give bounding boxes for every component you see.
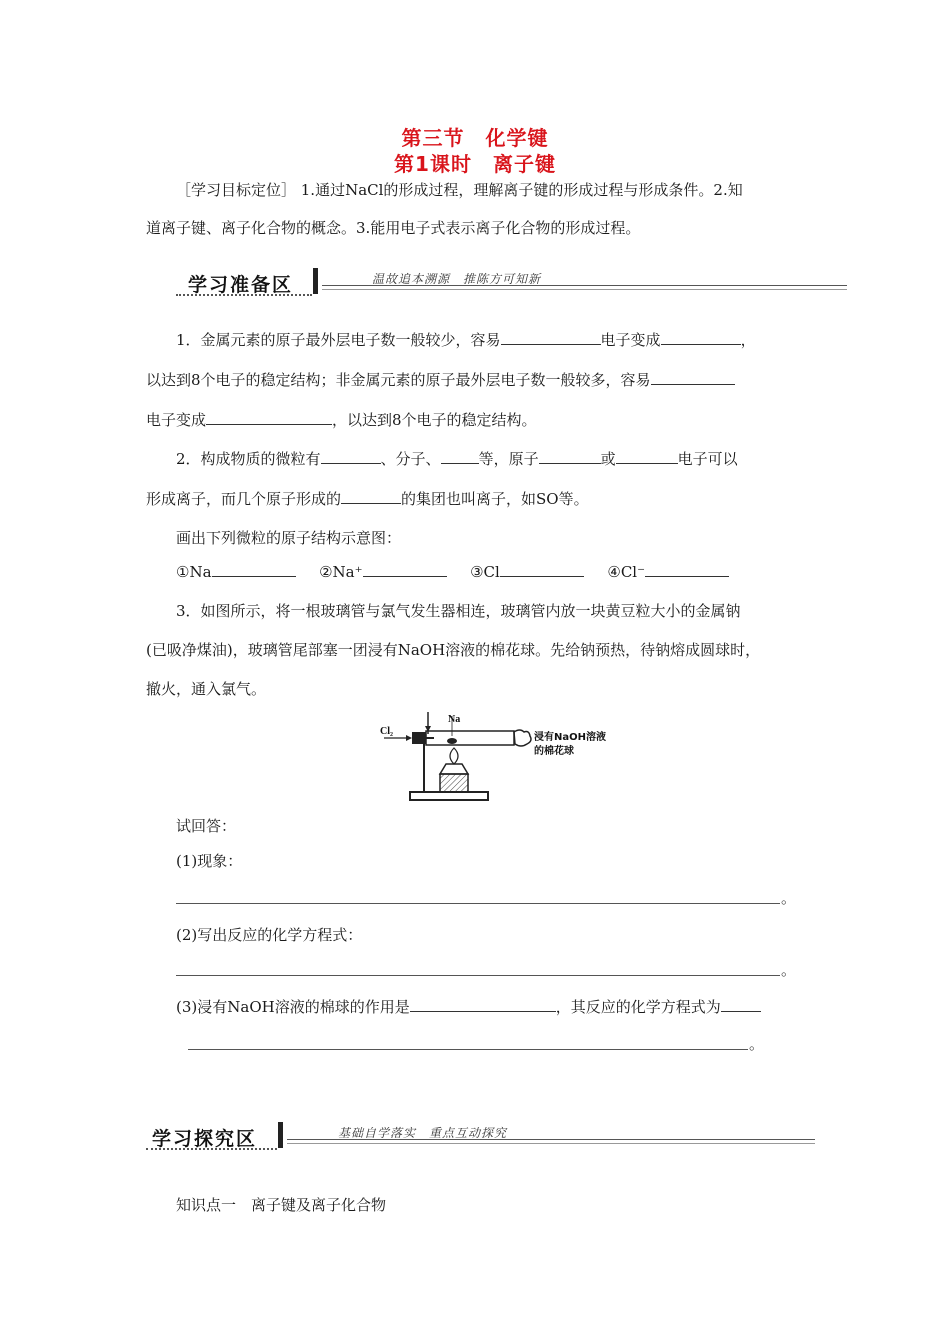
q2-line-1 <box>176 449 738 469</box>
stopper <box>412 732 426 744</box>
section-subtitle: 温故追本溯源 推陈方可知新 <box>372 272 542 286</box>
q1-line-2 <box>146 370 735 390</box>
q2-items-row <box>176 562 729 582</box>
q1-text-b: 电子变成 <box>600 331 661 349</box>
q3-answer-line-1[interactable] <box>176 903 780 904</box>
label-cotton-2: 的棉花球 <box>534 746 574 757</box>
q3-sub1: (1)现象： <box>176 852 243 870</box>
q1-blank-4[interactable] <box>206 410 332 425</box>
q2-blank-4[interactable] <box>616 449 678 464</box>
q3-end-mark-1: 。 <box>781 889 797 907</box>
q2-item-na: ①Na <box>176 563 212 581</box>
q3-line-3: 撤火，通入氯气。 <box>146 680 267 698</box>
flame <box>450 748 458 764</box>
q3-line-2: (已吸净煤油)，玻璃管尾部塞一团浸有NaOH溶液的棉花球。先给钠预热，待钠熔成圆球时， <box>146 641 761 659</box>
section-rule-2 <box>322 289 847 290</box>
q3-answer-prompt: 试回答： <box>176 817 237 835</box>
section-divider-bar <box>313 268 318 294</box>
q1-blank-3[interactable] <box>651 370 735 385</box>
q3-line-1: 3．如图所示，将一根玻璃管与氯气发生器相连，玻璃管内放一块黄豆粒大小的金属钠 <box>176 602 741 620</box>
q1-text-e: 电子变成 <box>146 411 207 429</box>
q3-answer-line-3[interactable] <box>188 1049 748 1050</box>
cotton-ball <box>514 730 531 746</box>
stand-base <box>410 792 488 800</box>
q1-line-3 <box>146 410 537 430</box>
q2-item-na-ion: ②Na⁺ <box>319 563 363 581</box>
label-cotton-1: 浸有NaOH溶液 <box>534 732 606 743</box>
label-cl2: Cl₂ <box>380 726 393 737</box>
q2-draw-instruction: 画出下列微粒的原子结构示意图： <box>176 529 402 547</box>
q3-sub3-text-b: ，其反应的化学方程式为 <box>555 998 721 1016</box>
q1-text-d: 以达到8个电子的稳定结构；非金属元素的原子最外层电子数一般较多，容易 <box>146 371 651 389</box>
q3-sub3 <box>176 997 761 1017</box>
section-underline-dots <box>176 294 312 296</box>
section-label: 学习探究区 <box>152 1128 258 1150</box>
q1-blank-2[interactable] <box>661 330 741 345</box>
sodium-piece <box>447 738 457 744</box>
q2-blank-na-ion[interactable] <box>363 562 447 577</box>
q2-blank-1[interactable] <box>321 449 381 464</box>
q2-blank-3[interactable] <box>539 449 601 464</box>
q3-sub2: (2)写出反应的化学方程式： <box>176 926 363 944</box>
apparatus-figure <box>376 712 616 808</box>
q1-blank-1[interactable] <box>501 330 601 345</box>
q2-blank-2[interactable] <box>441 449 479 464</box>
q3-answer-line-2[interactable] <box>176 975 780 976</box>
q2-blank-cl[interactable] <box>500 562 584 577</box>
q2-blank-5[interactable] <box>341 489 401 504</box>
q2-item-cl: ③Cl <box>470 563 500 581</box>
q2-text-a: 2．构成物质的微粒有 <box>176 450 321 468</box>
burner-top <box>440 764 468 774</box>
q2-text-c: 等，原子 <box>478 450 539 468</box>
knowledge-point-1: 知识点一 离子键及离子化合物 <box>176 1196 387 1214</box>
section-rule-2 <box>287 1143 815 1144</box>
q3-end-mark-2: 。 <box>781 961 797 979</box>
burner-body <box>440 774 468 792</box>
q1-text-a: 1．金属元素的原子最外层电子数一般较少，容易 <box>176 331 501 349</box>
q3-sub3-blank-2[interactable] <box>721 997 761 1012</box>
lesson-section-title: 第三节 化学键 <box>401 126 549 150</box>
q2-item-cl-ion: ④Cl⁻ <box>607 563 646 581</box>
q2-text-g: 的集团也叫离子，如SO等。 <box>401 490 589 508</box>
q2-line-2 <box>146 489 589 509</box>
label-na: Na <box>448 714 461 725</box>
q3-sub3-text-a: (3)浸有NaOH溶液的棉球的作用是 <box>176 998 410 1016</box>
section-subtitle: 基础自学落实 重点互动探究 <box>338 1126 508 1140</box>
q2-blank-na[interactable] <box>212 562 296 577</box>
section-underline-dots <box>146 1148 277 1150</box>
lesson-period-title: 第1课时 离子键 <box>394 152 556 176</box>
q1-text-f: ，以达到8个电子的稳定结构。 <box>332 411 537 429</box>
glass-tube <box>426 731 514 745</box>
q1-line-1 <box>176 330 756 350</box>
section-label: 学习准备区 <box>188 274 294 296</box>
q3-sub3-blank-1[interactable] <box>410 997 556 1012</box>
q2-text-d: 或 <box>600 450 616 468</box>
objectives-line-2: 道离子键、离子化合物的概念。3.能用电子式表示离子化合物的形成过程。 <box>146 219 641 237</box>
q1-text-c: ， <box>740 331 756 349</box>
section-divider-bar <box>278 1122 283 1148</box>
q2-text-e: 电子可以 <box>677 450 738 468</box>
q2-text-f: 形成离子，而几个原子形成的 <box>146 490 342 508</box>
objectives-line-1: ［学习目标定位］ 1.通过NaCl的形成过程，理解离子键的形成过程与形成条件。2.知 <box>176 181 743 199</box>
q2-blank-cl-ion[interactable] <box>645 562 729 577</box>
q2-text-b: 、分子、 <box>380 450 441 468</box>
q3-end-mark-3: 。 <box>749 1035 765 1053</box>
